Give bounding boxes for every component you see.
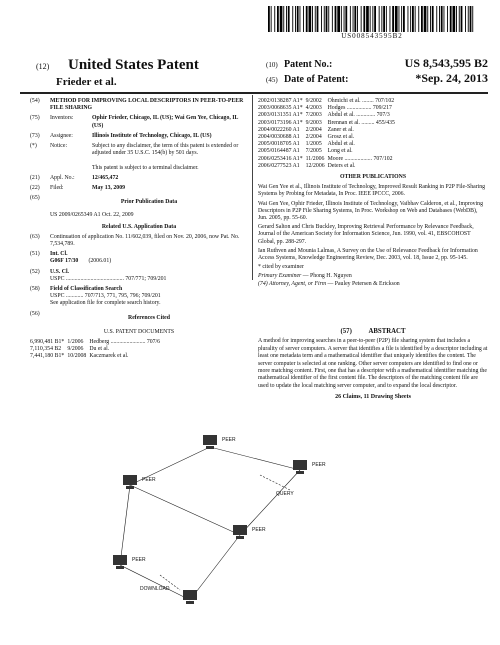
representative-drawing (40, 425, 480, 625)
citation-date: 7/2003 (305, 112, 322, 119)
assignee-code: (73) (30, 132, 40, 139)
barcode-bar (401, 6, 402, 32)
related-heading: Related U.S. Application Data (101, 223, 177, 230)
query-arrow (260, 475, 290, 490)
citation-date: 10/2008 (67, 353, 87, 360)
patent-no-value: US 8,543,595 B2 (404, 56, 488, 70)
assignee-value: Illinois Institute of Technology, Chicago, IL (US) (92, 132, 212, 139)
citation-date: 9/2003 (305, 119, 322, 126)
inventors-field (30, 115, 248, 129)
barcode-bar (450, 6, 452, 32)
intcl-code: (51) (30, 251, 40, 258)
network-link (120, 565, 190, 600)
prior-code: (65) (30, 195, 40, 202)
barcode-bar (328, 6, 329, 32)
citation-date: 11/2006 (305, 155, 325, 162)
citation-date: 4/2003 (305, 105, 322, 112)
barcode-bar (427, 6, 428, 32)
citation-no: 2005/0164487 A1 (258, 148, 300, 155)
citation-date: 2/2004 (305, 126, 322, 133)
barcode-bar (295, 6, 296, 32)
citation-no: 7,110,354 B2 (30, 346, 62, 353)
barcode-bar (274, 6, 275, 32)
citation-row (258, 163, 398, 170)
barcode-bar (312, 6, 313, 32)
notice-value (92, 143, 248, 172)
country-title: United States Patent (68, 57, 199, 73)
barcode-bar (381, 6, 382, 32)
barcode-bar (268, 6, 270, 32)
prior-value: US 2009/0265349 A1 Oct. 22, 2009 (50, 212, 134, 219)
barcode-bar (465, 6, 466, 32)
refs-field (30, 311, 248, 325)
citation-name: Ohmichi et al. ........ 707/102 (327, 98, 395, 104)
barcode-bar (418, 6, 419, 32)
figure-label: QUERY (276, 491, 294, 497)
barcode-bar (441, 6, 443, 32)
figure-label: PEER (252, 527, 266, 533)
citation-no: 2003/0068635 A1* (258, 105, 303, 112)
intcl-date: (2006.01) (88, 258, 112, 265)
barcode-bar (374, 6, 376, 32)
title-code: (54) (30, 98, 40, 104)
cited-applications (258, 98, 398, 170)
citation-name: Deters et al. (327, 162, 356, 169)
citation-no: 2003/0173196 A1* (258, 119, 303, 126)
citation-date: 2/2004 (305, 134, 322, 141)
citation-row (258, 156, 398, 163)
barcode-bar (386, 6, 387, 32)
inventors-value: Ophir Frieder, Chicago, IL (US); Wai Gen Yee, Chicago, IL (US) (92, 115, 239, 129)
filed-label: Filed: (50, 185, 64, 192)
citation-name: Abdul et al. (327, 141, 355, 148)
class-field (30, 286, 248, 308)
column-divider (252, 95, 253, 280)
barcode-bar (472, 6, 473, 32)
citation-row (30, 339, 163, 346)
prior-field (30, 195, 248, 209)
barcode-bar (337, 6, 340, 32)
citation-no: 7,441,180 B1* (30, 353, 65, 360)
notice-field (30, 143, 248, 172)
citation-row (258, 134, 398, 141)
class-code: (58) (30, 286, 40, 293)
network-link (120, 485, 130, 565)
abstract-heading: ABSTRACT (368, 328, 406, 335)
kind-code: (12) (36, 62, 50, 71)
barcode-bar (363, 6, 365, 32)
citation-row (258, 112, 398, 119)
citation-no: 2006/0277523 A1 (258, 162, 300, 169)
barcode-bar (395, 6, 398, 32)
header-rule (20, 92, 488, 94)
barcode-bar (399, 6, 400, 32)
citation-row (258, 105, 398, 112)
barcode-bar (459, 6, 460, 32)
barcode-bar (303, 6, 304, 32)
examiner-line (258, 273, 488, 287)
assignee-label: Assignee: (50, 132, 73, 139)
barcode-bar (470, 6, 472, 32)
claims-count: 26 Claims, 11 Drawing Sheets (335, 394, 411, 401)
citation-no: 2002/0138287 A1* (258, 98, 303, 104)
barcode-bar (354, 6, 356, 32)
publication-3: Gerard Salton and Chris Buckley, Improving Retrieval Performance by Relevance Feedback, Journal of the American Society for Information Science, Jun. 1990, vol. 41, EBSCOHOST Global, pp. 288-297. (258, 224, 474, 245)
citation-no: 2003/0131351 A1* (258, 112, 303, 119)
barcode-bar (283, 6, 284, 32)
barcode-bar (271, 6, 272, 32)
citation-name: Hedberg ........................ 707/6 (89, 339, 161, 346)
header-left (36, 56, 246, 88)
abstract-code: (57) (340, 328, 352, 335)
barcode-bar (410, 6, 411, 32)
us-docs-heading: U.S. PATENT DOCUMENTS (103, 328, 175, 335)
citation-name: Long et al. (327, 148, 353, 155)
barcode-bar (456, 6, 457, 32)
barcode-bar (436, 6, 437, 32)
related-value: Continuation of application No. 11/602,039, filed on Nov. 20, 2006, now Pat. No. 7,534,789. (50, 233, 240, 248)
invention-title: METHOD FOR IMPROVING LOCAL DESCRIPTORS IN PEER-TO-PEER FILE SHARING (50, 98, 244, 112)
barcode-bar (277, 6, 279, 32)
assignee-field (30, 133, 248, 140)
class-note: See application file for complete search history. (50, 300, 161, 307)
citation-row (258, 127, 398, 134)
computer-icon (183, 590, 197, 604)
barcode-bar (412, 6, 414, 32)
notice-code: (*) (30, 143, 37, 150)
citation-row (258, 148, 398, 155)
citation-row (258, 141, 398, 148)
patent-no-code: (10) (266, 61, 278, 69)
publication-1: Wai Gen Yee et al., Illinois Institute of Technology, Improved Result Ranking in P2P File-Sharing Systems by Probing for Metadata, In Proc. IEEE IPCCC, 2006. (258, 184, 486, 198)
barcode-bar (300, 6, 301, 32)
barcode-bar (390, 6, 391, 32)
barcode-bar (415, 6, 416, 32)
uscl-value: USPC ........................................ 707/771; 709/201 (50, 275, 167, 282)
examiner-label: Primary Examiner (258, 273, 302, 280)
barcode-bar (335, 6, 337, 32)
barcode-bar (315, 6, 316, 32)
barcode-bar (292, 6, 293, 32)
citation-row (30, 346, 163, 353)
uscl-label: U.S. Cl. (50, 268, 70, 275)
appl-code: (21) (30, 174, 40, 181)
barcode-image (268, 6, 476, 32)
abstract-section (258, 328, 488, 402)
barcode-bar (453, 6, 456, 32)
citation-no: 2006/0253416 A1* (258, 155, 303, 162)
barcode-bar (408, 6, 409, 32)
network-link (210, 447, 300, 470)
citation-name: Du et al. (89, 346, 110, 353)
citation-date: 1/2006 (67, 339, 84, 346)
barcode-bar (309, 6, 312, 32)
cited-by-examiner: * cited by examiner (258, 264, 304, 271)
patent-no-label: Patent No.: (284, 59, 333, 70)
barcode-bar (383, 6, 385, 32)
bibliographic-right (258, 98, 488, 290)
refs-code: (56) (30, 310, 40, 317)
barcode-bar (447, 6, 448, 32)
barcode-bar (286, 6, 287, 32)
figure-label: PEER (222, 437, 236, 443)
inventors-code: (75) (30, 115, 40, 122)
prior-heading: Prior Publication Data (120, 199, 178, 206)
barcode-bar (297, 6, 299, 32)
citation-date: 12/2006 (305, 162, 325, 169)
filed-field (30, 185, 248, 192)
barcode-bar (344, 6, 345, 32)
notice-label: Notice: (50, 143, 68, 150)
date-code: (45) (266, 76, 278, 84)
citation-name: Zaner et al. (327, 126, 354, 133)
other-publications-heading: OTHER PUBLICATIONS (339, 174, 407, 181)
barcode-bar (430, 6, 431, 32)
prior-value-row (30, 212, 248, 219)
publication-number: US008543595B2 (341, 32, 403, 40)
intcl-label: Int. Cl. (50, 251, 68, 258)
citation-no: 2004/0030688 A1 (258, 134, 300, 141)
barcode-bar (332, 6, 333, 32)
barcode-bar (345, 6, 347, 32)
header-right (266, 56, 488, 86)
barcode-bar (468, 6, 469, 32)
barcode-bar (424, 6, 427, 32)
class-label: Field of Classification Search (50, 286, 123, 293)
citation-row (258, 120, 398, 127)
citation-row (30, 353, 163, 360)
figure-label: PEER (312, 462, 326, 468)
title-field (30, 98, 248, 112)
uscl-code: (52) (30, 268, 40, 275)
barcode-bar (341, 6, 342, 32)
related-code: (63) (30, 233, 40, 240)
network-link (190, 535, 240, 600)
examiner-name: — Phong H. Nguyen (302, 273, 352, 280)
citation-no: 6,990,481 B1* (30, 339, 65, 346)
computer-icon (113, 555, 127, 569)
barcode-bar (439, 6, 440, 32)
filed-code: (22) (30, 185, 40, 192)
barcode-bar (461, 6, 463, 32)
class-value: USPC ............ 707/713, 771, 795, 796; 709/201 (50, 293, 161, 300)
figure-label: PEER (132, 557, 146, 563)
barcode-bar (306, 6, 308, 32)
barcode-bar (379, 6, 380, 32)
figure-label: DOWNLOAD (140, 586, 170, 592)
abstract-text: A method for improving searches in a peer-to-peer (P2P) file sharing system that includes a plurality of server computers. A server that identifies a file is identified by a descriptor including at least one metadata term and a mathematical identifier that uniquely identifies the content. The server computer is selected at one ranking. Other server computers are identified to find one or more matching content. First, one that has a descriptor with a mathematical identifier matching the mathematical identifier of the first content file. The descriptors of the matching content file are used to update the local matching server computer, and to expand the local descriptor. (258, 338, 488, 389)
attorney-name: — Pauley Petersen & Erickson (327, 280, 400, 287)
citation-name: Hodges ................. 709/217 (327, 105, 392, 112)
uscl-field (30, 269, 248, 283)
bibliographic-left (30, 98, 248, 364)
date-label: Date of Patent: (284, 74, 349, 85)
barcode-bar (326, 6, 328, 32)
attorney-label: (74) Attorney, Agent, or Firm (258, 280, 327, 287)
citation-name: Brennan et al. ......... 455/435 (327, 119, 395, 126)
computer-icon (233, 525, 247, 539)
barcode-bar (357, 6, 358, 32)
barcode-bar (324, 6, 325, 32)
barcode-bar (403, 6, 405, 32)
citation-name: Abdul et al. ............. 707/3 (327, 112, 390, 119)
citation-no: 2004/0022260 A1 (258, 126, 300, 133)
publication-4: Ian Ruthven and Mounia Lalmas, A Survey on the Use of Relevance Feedback for Information Access Systems, Knowledge Engineering Review, Dec. 2003, vol. 18, Issue 2, pp. 95-145. (258, 247, 478, 262)
barcode-bar (280, 6, 283, 32)
citation-date: 9/2002 (305, 98, 322, 104)
barcode-bar (288, 6, 290, 32)
citation-date: 9/2006 (67, 346, 84, 353)
citation-name: Grosz et al. (327, 134, 355, 141)
inventor-short: Frieder et al. (56, 76, 117, 88)
barcode-bar (321, 6, 322, 32)
appl-value: 12/465,472 (92, 174, 119, 181)
barcode-bar (372, 6, 373, 32)
us-patent-documents (30, 339, 163, 361)
citation-no: 2005/0018705 A1 (258, 141, 300, 148)
barcode-bar (361, 6, 362, 32)
notice-text: Subject to any disclaimer, the term of this patent is extended or adjusted under 35 U.S.C. 154(b) by 501 days. (92, 143, 239, 157)
barcode-bar (432, 6, 434, 32)
filed-value: May 13, 2009 (92, 185, 126, 192)
publication-2: Wai Gen Yee, Ophir Frieder, Illinois Institute of Technology, Vaibhav Calderon, et al., Improving Descriptors in P2P File Sharing Systems, In Proc. Workshop on Web and Databases (WebDB), Jun. 2005, pp. 55-60. (258, 200, 483, 222)
barcode-bar (353, 6, 354, 32)
intcl-field (30, 251, 248, 265)
barcode-bar (444, 6, 445, 32)
computer-icon (203, 435, 217, 449)
refs-heading: References Cited (128, 314, 170, 321)
citation-date: 7/2005 (305, 148, 322, 155)
barcode-bar (317, 6, 319, 32)
citation-date: 1/2005 (305, 141, 322, 148)
barcode-bar (370, 6, 371, 32)
terminal-disclaimer: This patent is subject to a terminal disclaimer. (92, 164, 199, 171)
citation-name: Kaczmarek et al. (89, 353, 129, 360)
inventors-label: Inventors: (50, 115, 74, 122)
barcode-bar (392, 6, 394, 32)
barcode-bar (421, 6, 423, 32)
barcode-bar (366, 6, 369, 32)
network-link (130, 485, 240, 535)
citation-row (258, 98, 398, 105)
barcode-bar (350, 6, 351, 32)
appl-field (30, 175, 248, 182)
citation-name: Moore ................... 707/102 (327, 155, 393, 162)
date-value: *Sep. 24, 2013 (415, 71, 488, 85)
appl-label: Appl. No.: (50, 174, 75, 181)
figure-label: PEER (142, 477, 156, 483)
related-field (30, 234, 248, 248)
computer-icon (293, 460, 307, 474)
intcl-value: G06F 17/30 (50, 258, 79, 265)
